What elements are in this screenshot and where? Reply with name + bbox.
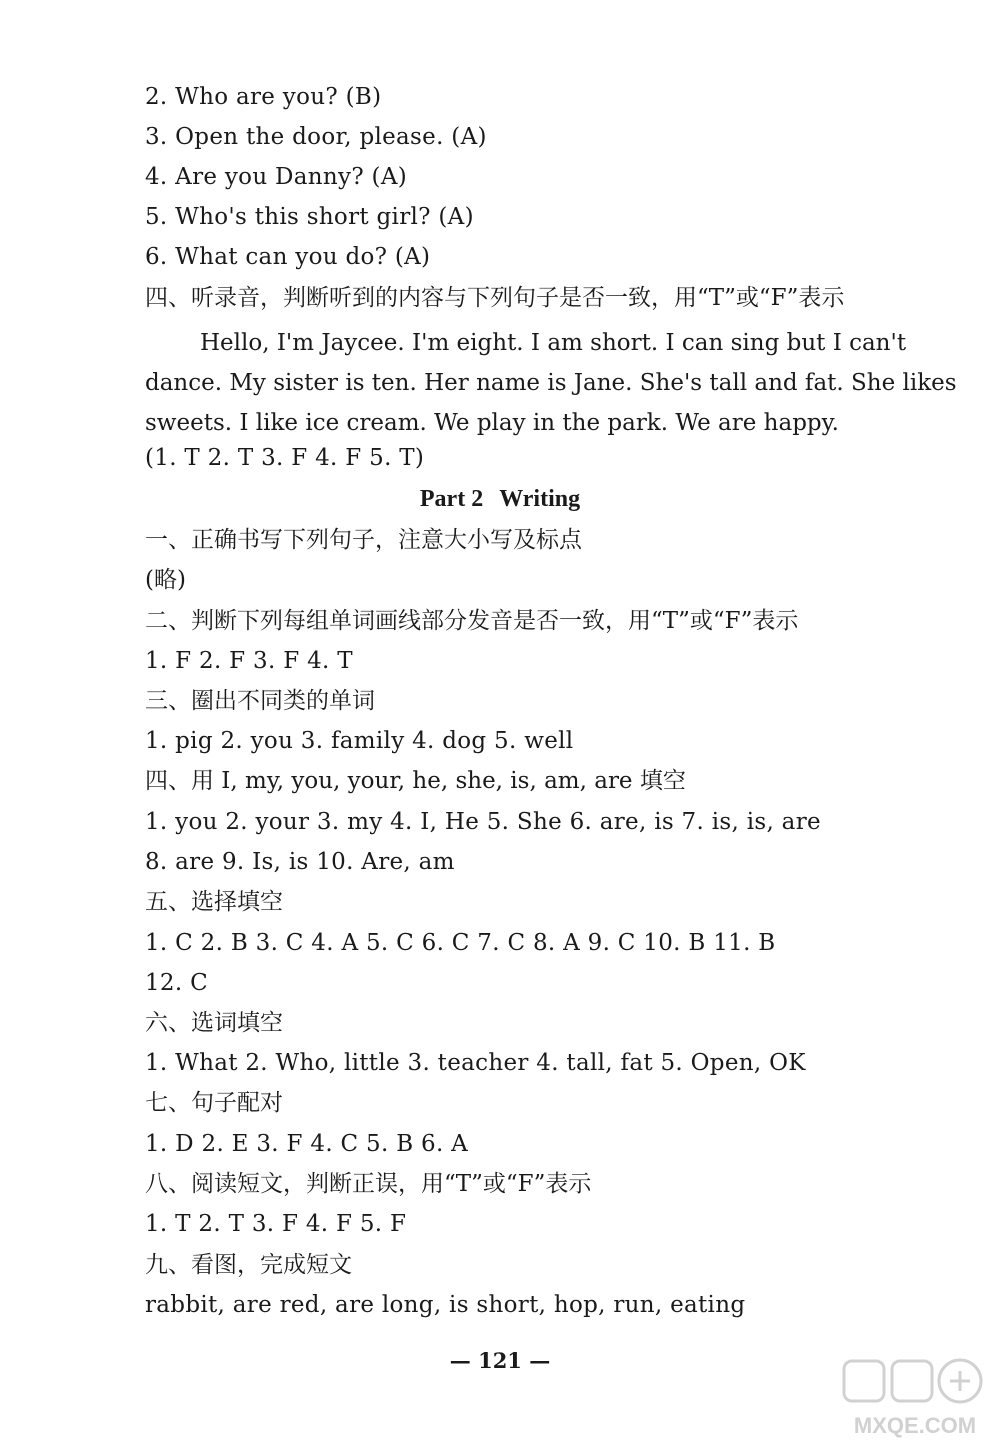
section-heading: 二、判断下列每组单词画线部分发音是否一致，用“T”或“F”表示	[145, 608, 799, 634]
section-answers: 12. C	[145, 970, 208, 996]
section-answers: (略)	[145, 567, 186, 593]
listening-item-4: 4. Are you Danny? (A)	[145, 164, 408, 190]
section-heading: 四、用 I, my, you, your, he, she, is, am, are 填空	[145, 768, 686, 794]
part-name: Writing	[499, 486, 581, 512]
section-answers: 1. you 2. your 3. my 4. I, He 5. She 6. are, is 7. is, is, are	[145, 809, 821, 835]
section-answers: 1. pig 2. you 3. family 4. dog 5. well	[145, 728, 574, 754]
section-answers: rabbit, are red, are long, is short, hop, run, eating	[145, 1292, 746, 1318]
section-answers: 8. are 9. Is, is 10. Are, am	[145, 849, 455, 875]
section-answers: 1. T 2. T 3. F 4. F 5. F	[145, 1211, 407, 1237]
section-heading: 一、正确书写下列句子，注意大小写及标点	[145, 527, 582, 553]
section-heading: 六、选词填空	[145, 1010, 283, 1036]
listening-item-6: 6. What can you do? (A)	[145, 244, 431, 270]
listening-item-2: 2. Who are you? (B)	[145, 84, 382, 110]
part-label: Part 2	[419, 486, 484, 512]
section-heading: 四、听录音，判断听到的内容与下列句子是否一致，用“T”或“F”表示	[145, 285, 845, 311]
svg-text:MXQE.COM: MXQE.COM	[853, 1413, 977, 1438]
listening-paragraph: Hello, I'm Jaycee. I'm eight. I am short. I can sing but I can't dance. My sister is ten. Her name is Jane. She's tall and fat. She likes sweets. I like ice cream. We play in the park. We are happy.	[145, 330, 957, 436]
watermark-logo	[840, 1355, 990, 1445]
part-title	[0, 484, 1000, 514]
section-heading: 八、阅读短文，判断正误，用“T”或“F”表示	[145, 1171, 592, 1197]
section-answers: 1. F 2. F 3. F 4. T	[145, 648, 353, 674]
section-answers: (1. T 2. T 3. F 4. F 5. T)	[145, 445, 425, 471]
section-heading: 三、圈出不同类的单词	[145, 688, 375, 714]
listening-item-3: 3. Open the door, please. (A)	[145, 124, 487, 150]
section-answers: 1. What 2. Who, little 3. teacher 4. tall, fat 5. Open, OK	[145, 1050, 806, 1076]
page-number: — 121 —	[449, 1348, 551, 1373]
section-answers: 1. D 2. E 3. F 4. C 5. B 6. A	[145, 1131, 469, 1157]
section-heading: 七、句子配对	[145, 1090, 283, 1116]
section-heading: 五、选择填空	[145, 889, 283, 915]
section-answers: 1. C 2. B 3. C 4. A 5. C 6. C 7. C 8. A 9. C 10. B 11. B	[145, 930, 776, 956]
section-heading: 九、看图，完成短文	[145, 1252, 352, 1278]
listening-item-5: 5. Who's this short girl? (A)	[145, 204, 474, 230]
